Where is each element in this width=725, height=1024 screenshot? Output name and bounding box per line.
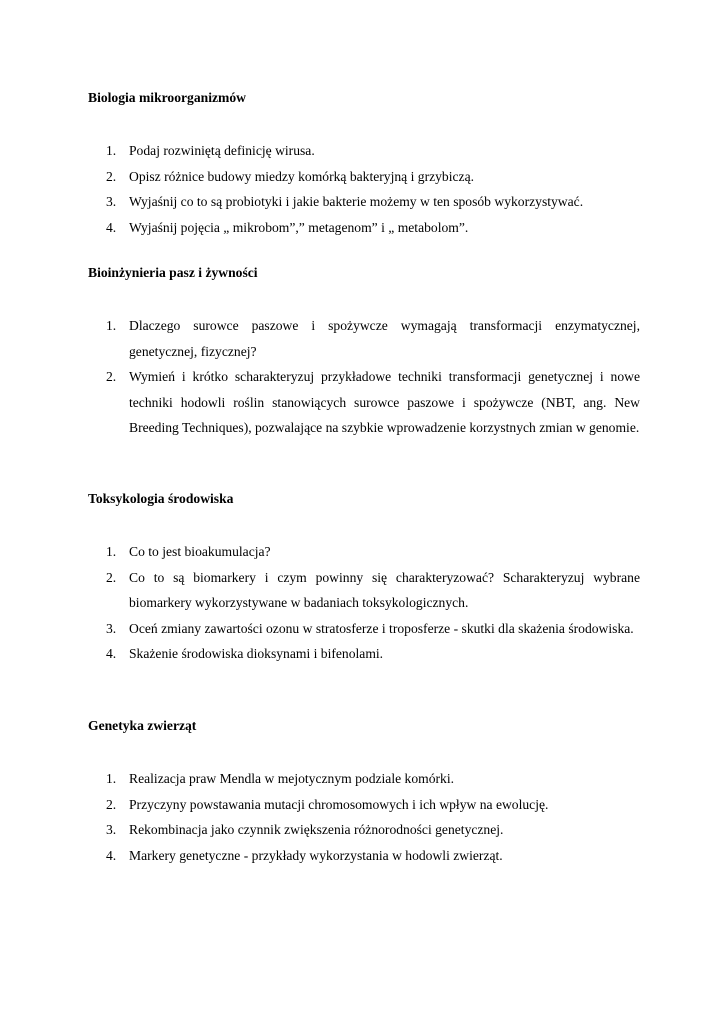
question-number: 1. (106, 318, 117, 333)
question-item (88, 565, 640, 616)
question-number: 1. (106, 143, 117, 158)
question-list (88, 539, 640, 667)
question-number: 4. (106, 646, 117, 661)
section-title: Bioinżynieria pasz i żywności (88, 265, 258, 280)
question-item (88, 539, 640, 565)
question-item (88, 817, 640, 843)
question-item (88, 792, 640, 818)
question-number: 2. (106, 168, 117, 184)
question-text: Markery genetyczne - przykłady wykorzystania w hodowli zwierząt. (129, 847, 503, 863)
question-text: Wyjaśnij pojęcia „ mikrobom”,” metagenom” i „ metabolom”. (129, 219, 469, 235)
question-text: Realizacja praw Mendla w mejotycznym podziale komórki. (129, 771, 455, 786)
question-number: 3. (106, 822, 117, 837)
section-biologia-mikroorganizmow (88, 89, 640, 240)
question-item (88, 138, 640, 164)
question-text: Co to są biomarkery i czym powinny się charakteryzować? Scharakteryzuj wybrane biomarkery wykorzystywane w badaniach toksykologicznych. (129, 569, 640, 610)
question-text: Opisz różnice budowy miedzy komórką bakteryjną i grzybiczą. (129, 168, 475, 184)
section-title: Biologia mikroorganizmów (88, 90, 246, 105)
question-item (88, 766, 640, 792)
question-number: 2. (106, 569, 117, 585)
section-toksykologia-srodowiska (88, 490, 640, 667)
question-text: Przyczyny powstawania mutacji chromosomowych i ich wpływ na ewolucję. (129, 796, 549, 812)
section-genetyka-zwierzat (88, 717, 640, 868)
question-text: Skażenie środowiska dioksynami i bifenolami. (129, 646, 384, 661)
question-text: Co to jest bioakumulacja? (129, 544, 271, 559)
question-item (88, 189, 640, 215)
question-list (88, 313, 640, 441)
question-number: 2. (106, 369, 117, 384)
question-text: Wymień i krótko scharakteryzuj przykładowe techniki transformacji genetycznej i nowe techniki hodowli roślin stanowiących surowce paszowe i spożywcze (NBT, ang. New Breeding Techniques), pozwalające na szybkie wprowadzenie korzystnych zmian w genomie. (129, 369, 640, 435)
question-number: 2. (106, 796, 117, 812)
question-number: 4. (106, 847, 117, 863)
question-list (88, 138, 640, 240)
question-item (88, 164, 640, 190)
question-number: 1. (106, 771, 117, 786)
question-item (88, 313, 640, 364)
question-text: Oceń zmiany zawartości ozonu w stratosferze i troposferze - skutki dla skażenia środowiska. (129, 620, 634, 636)
question-number: 3. (106, 194, 117, 209)
question-number: 4. (106, 219, 117, 235)
question-list (88, 766, 640, 868)
question-number: 1. (106, 544, 117, 559)
section-bioinzynieria-pasz (88, 264, 640, 441)
question-text: Dlaczego surowce paszowe i spożywcze wymagają transformacji enzymatycznej, genetycznej, fizycznej? (129, 318, 640, 359)
question-item (88, 843, 640, 869)
question-text: Podaj rozwiniętą definicję wirusa. (129, 143, 315, 158)
section-title: Toksykologia środowiska (88, 491, 234, 506)
question-item (88, 215, 640, 241)
question-item (88, 364, 640, 441)
question-item (88, 641, 640, 667)
question-item (88, 616, 640, 642)
question-text: Rekombinacja jako czynnik zwiększenia różnorodności genetycznej. (129, 822, 504, 837)
question-number: 3. (106, 620, 117, 636)
question-text: Wyjaśnij co to są probiotyki i jakie bakterie możemy w ten sposób wykorzystywać. (129, 194, 584, 209)
section-title: Genetyka zwierząt (88, 718, 197, 733)
